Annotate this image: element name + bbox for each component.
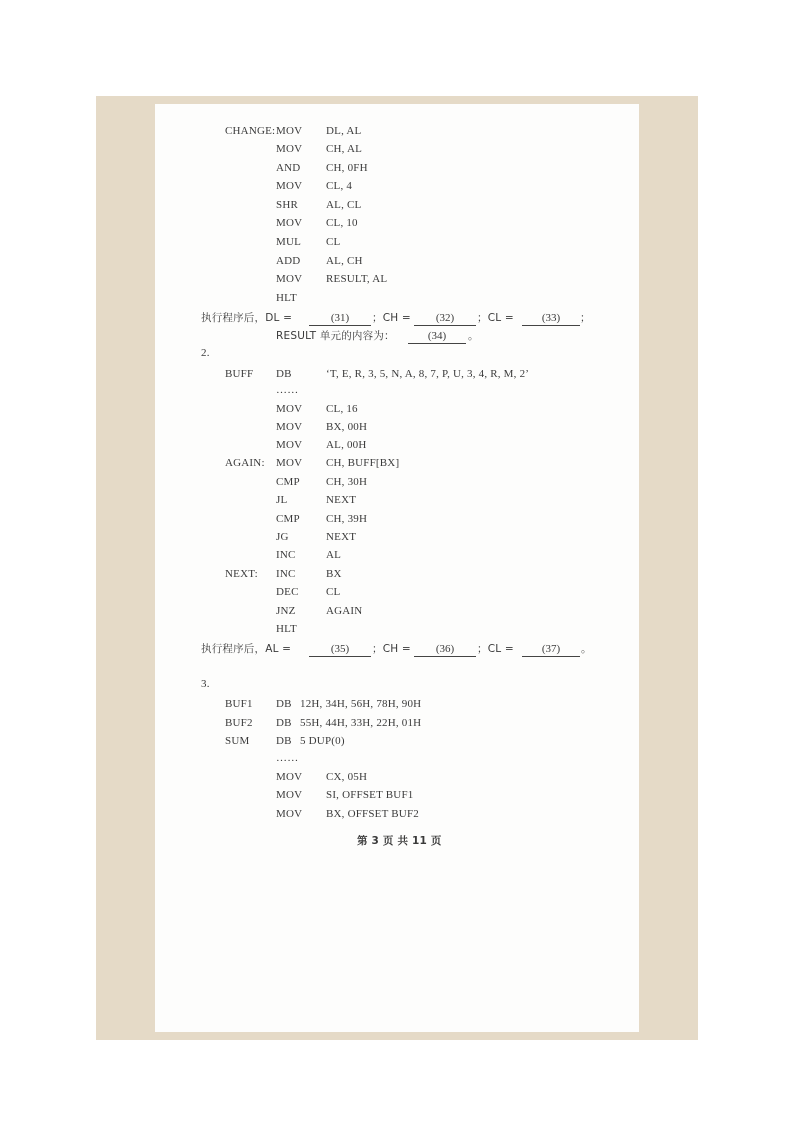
code-opcode: DB (276, 698, 292, 710)
code-label: BUF2 (225, 717, 253, 729)
question-text: ；CL = (477, 312, 514, 324)
question-text: RESULT 单元的内容为： (276, 330, 395, 342)
answer-blank-34: (34) (408, 329, 466, 344)
code-opcode: MOV (276, 180, 303, 192)
code-operand: AL, CL (326, 199, 362, 211)
code-operand: 12H, 34H, 56H, 78H, 90H (300, 698, 422, 710)
code-operand: NEXT (326, 494, 357, 506)
answer-blank-32: (32) (414, 311, 476, 326)
code-operand: CX, 05H (326, 771, 368, 783)
code-opcode: CMP (276, 513, 300, 525)
code-opcode: MOV (276, 771, 303, 783)
code-label: BUF1 (225, 698, 253, 710)
code-opcode: MOV (276, 421, 303, 433)
code-opcode: MOV (276, 403, 303, 415)
answer-blank-33: (33) (522, 311, 580, 326)
code-operand: BX, 00H (326, 421, 368, 433)
code-opcode: DB (276, 735, 292, 747)
code-opcode: ADD (276, 255, 301, 267)
ellipsis: …… (276, 384, 299, 396)
code-operand: AL, CH (326, 255, 363, 267)
question-text: 。 (468, 330, 479, 342)
code-operand: DL, AL (326, 125, 362, 137)
code-operand: BX, OFFSET BUF2 (326, 808, 419, 820)
code-label: BUFF (225, 368, 254, 380)
answer-blank-36: (36) (414, 642, 476, 657)
code-opcode: HLT (276, 292, 297, 304)
code-opcode: CMP (276, 476, 300, 488)
code-operand: SI, OFFSET BUF1 (326, 789, 414, 801)
code-operand: 55H, 44H, 33H, 22H, 01H (300, 717, 422, 729)
question-text: 。 (581, 643, 592, 655)
code-operand: AL, 00H (326, 439, 367, 451)
question-text: 执行程序后，AL = (201, 643, 292, 655)
code-operand: CL (326, 586, 341, 598)
code-operand: CH, 39H (326, 513, 368, 525)
answer-blank-35: (35) (309, 642, 371, 657)
code-label: SUM (225, 735, 250, 747)
code-opcode: JG (276, 531, 289, 543)
code-label: NEXT: (225, 568, 258, 580)
code-operand: BX (326, 568, 342, 580)
question-text: ； (580, 312, 591, 324)
code-opcode: MOV (276, 439, 303, 451)
code-operand: RESULT, AL (326, 273, 388, 285)
code-opcode: JL (276, 494, 288, 506)
code-opcode: MOV (276, 808, 303, 820)
code-opcode: MUL (276, 236, 302, 248)
code-opcode: MOV (276, 273, 303, 285)
code-operand: CH, AL (326, 143, 363, 155)
section-number: 2. (201, 347, 210, 359)
code-opcode: INC (276, 568, 296, 580)
code-operand: 5 DUP(0) (300, 735, 345, 747)
code-opcode: MOV (276, 789, 303, 801)
code-opcode: MOV (276, 125, 303, 137)
code-label: AGAIN: (225, 457, 265, 469)
page-footer: 第 3 页 共 11 页 (357, 835, 442, 847)
ellipsis: …… (276, 752, 299, 764)
code-opcode: SHR (276, 199, 298, 211)
code-operand: CL, 16 (326, 403, 358, 415)
question-text: ；CH = (372, 312, 411, 324)
code-operand: CL (326, 236, 341, 248)
answer-blank-31: (31) (309, 311, 371, 326)
code-opcode: DEC (276, 586, 299, 598)
code-operand: CH, 0FH (326, 162, 368, 174)
code-opcode: DB (276, 717, 292, 729)
question-text: 执行程序后，DL = (201, 312, 293, 324)
question-text: ；CH = (372, 643, 411, 655)
code-operand: ‘T, E, R, 3, 5, N, A, 8, 7, P, U, 3, 4, R, M, 2’ (326, 368, 530, 380)
code-opcode: HLT (276, 623, 297, 635)
code-opcode: DB (276, 368, 292, 380)
code-opcode: INC (276, 549, 296, 561)
question-text: ；CL = (477, 643, 514, 655)
code-opcode: JNZ (276, 605, 296, 617)
code-operand: NEXT (326, 531, 357, 543)
code-opcode: MOV (276, 143, 303, 155)
code-operand: AGAIN (326, 605, 363, 617)
code-opcode: MOV (276, 457, 303, 469)
code-operand: CL, 10 (326, 217, 358, 229)
answer-blank-37: (37) (522, 642, 580, 657)
code-opcode: MOV (276, 217, 303, 229)
section-number: 3. (201, 678, 210, 690)
code-operand: CL, 4 (326, 180, 353, 192)
code-operand: CH, BUFF[BX] (326, 457, 400, 469)
code-label: CHANGE: (225, 125, 276, 137)
code-operand: CH, 30H (326, 476, 368, 488)
code-operand: AL (326, 549, 342, 561)
code-opcode: AND (276, 162, 301, 174)
